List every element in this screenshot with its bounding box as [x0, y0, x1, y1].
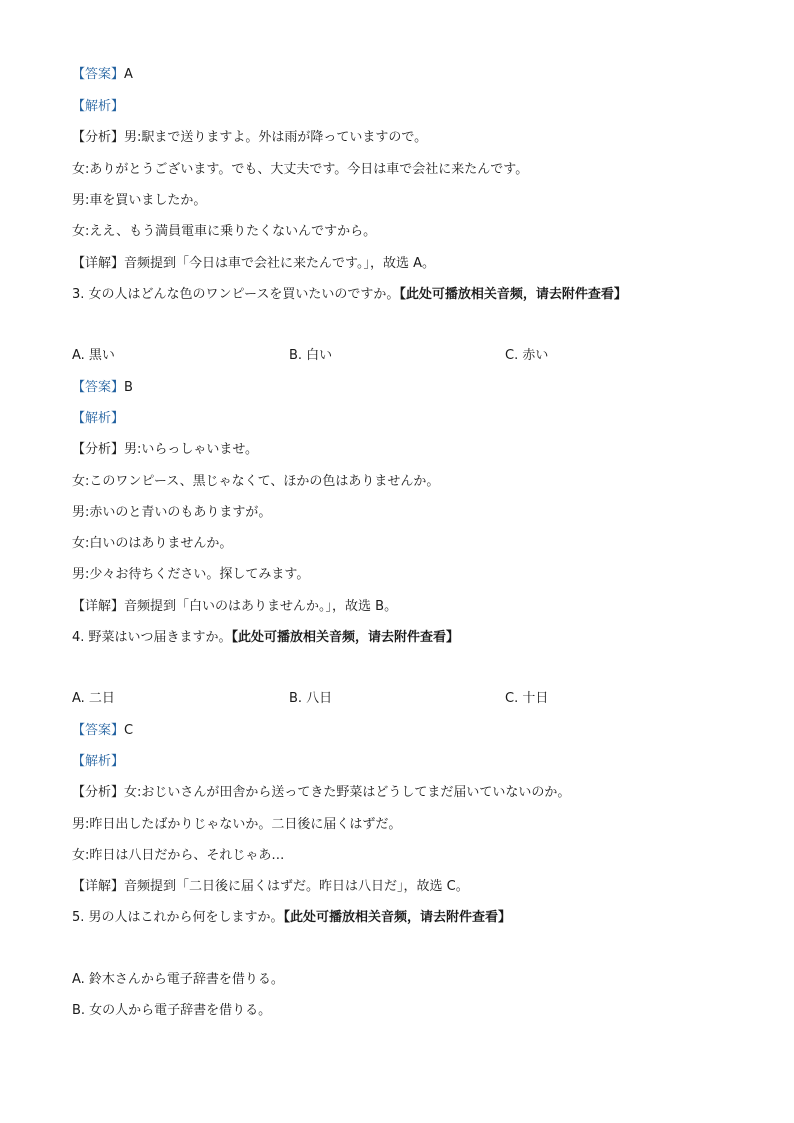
question-text: 4. 野菜はいつ届きますか。 — [72, 630, 232, 645]
option-b: B. 白い — [289, 348, 333, 363]
dialogue-line: 男:赤いのと青いのもありますが。 — [72, 505, 272, 520]
detail-line — [72, 878, 469, 896]
dialogue-line — [72, 129, 427, 147]
answer-tag: 【答案】 — [72, 723, 125, 738]
option-a: A. 黒い — [72, 348, 115, 363]
analysis-tag: 【解析】 — [72, 754, 125, 769]
detail-tag: 【详解】 — [72, 256, 125, 271]
option-b: B. 八日 — [289, 691, 333, 706]
detail-tag: 【详解】 — [72, 879, 125, 894]
answer-value: A — [124, 67, 133, 82]
dialogue-text: 男:駅まで送りますよ。外は雨が降っていますので。 — [124, 130, 428, 145]
dialogue-line — [72, 441, 258, 459]
analysis-tag: 【解析】 — [72, 99, 125, 114]
dialogue-line: 女:このワンピース、黒じゃなくて、ほかの色はありませんか。 — [72, 474, 440, 489]
detail-text: 音频提到「白いのはありませんか。」，故选 B。 — [124, 599, 398, 614]
question-4 — [72, 629, 459, 647]
dialogue-line: 男:昨日出したばかりじゃないか。二日後に届くはずだ。 — [72, 817, 402, 832]
analysis-prefix: 【分析】 — [72, 442, 125, 457]
detail-line — [72, 255, 435, 273]
question-3 — [72, 286, 627, 304]
detail-text: 音频提到「二日後に届くはずだ。昨日は八日だ」，故选 C。 — [124, 879, 469, 894]
detail-line — [72, 598, 397, 616]
answer-line-q3 — [72, 379, 133, 397]
answer-value: B — [124, 380, 133, 395]
dialogue-line — [72, 784, 570, 802]
option-a: A. 鈴木さんから電子辞書を借りる。 — [72, 972, 284, 987]
detail-tag: 【详解】 — [72, 599, 125, 614]
analysis-tag: 【解析】 — [72, 411, 125, 426]
question-text: 5. 男の人はこれから何をしますか。 — [72, 910, 284, 925]
dialogue-line: 男:少々お待ちください。探してみます。 — [72, 567, 310, 582]
option-c: C. 十日 — [505, 691, 549, 706]
dialogue-text: 女:おじいさんが田舎から送ってきた野菜はどうしてまだ届いていないのか。 — [124, 785, 571, 800]
answer-tag: 【答案】 — [72, 67, 125, 82]
option-a: A. 二日 — [72, 691, 115, 706]
dialogue-text: 男:いらっしゃいませ。 — [124, 442, 259, 457]
answer-line-q2 — [72, 66, 133, 84]
dialogue-line: 女:ええ、もう満員電車に乗りたくないんですから。 — [72, 224, 377, 239]
question-5 — [72, 909, 511, 927]
option-b: B. 女の人から電子辞書を借りる。 — [72, 1003, 272, 1018]
dialogue-line: 女:ありがとうございます。でも、大丈夫です。今日は車で会社に来たんです。 — [72, 162, 529, 177]
answer-value: C — [124, 723, 134, 738]
analysis-prefix: 【分析】 — [72, 785, 125, 800]
option-c: C. 赤い — [505, 348, 549, 363]
audio-note: 【此处可播放相关音频，请去附件查看】 — [283, 910, 512, 925]
dialogue-line: 男:車を買いましたか。 — [72, 193, 207, 208]
question-text: 3. 女の人はどんな色のワンピースを買いたいのですか。 — [72, 287, 400, 302]
analysis-prefix: 【分析】 — [72, 130, 125, 145]
audio-note: 【此处可播放相关音频，请去附件查看】 — [399, 287, 627, 302]
dialogue-line: 女:昨日は八日だから、それじゃあ… — [72, 848, 285, 863]
answer-line-q4 — [72, 722, 133, 740]
detail-text: 音频提到「今日は車で会社に来たんです。」，故选 A。 — [124, 256, 436, 271]
answer-tag: 【答案】 — [72, 380, 125, 395]
audio-note: 【此处可播放相关音频，请去附件查看】 — [231, 630, 460, 645]
dialogue-line: 女:白いのはありませんか。 — [72, 536, 233, 551]
